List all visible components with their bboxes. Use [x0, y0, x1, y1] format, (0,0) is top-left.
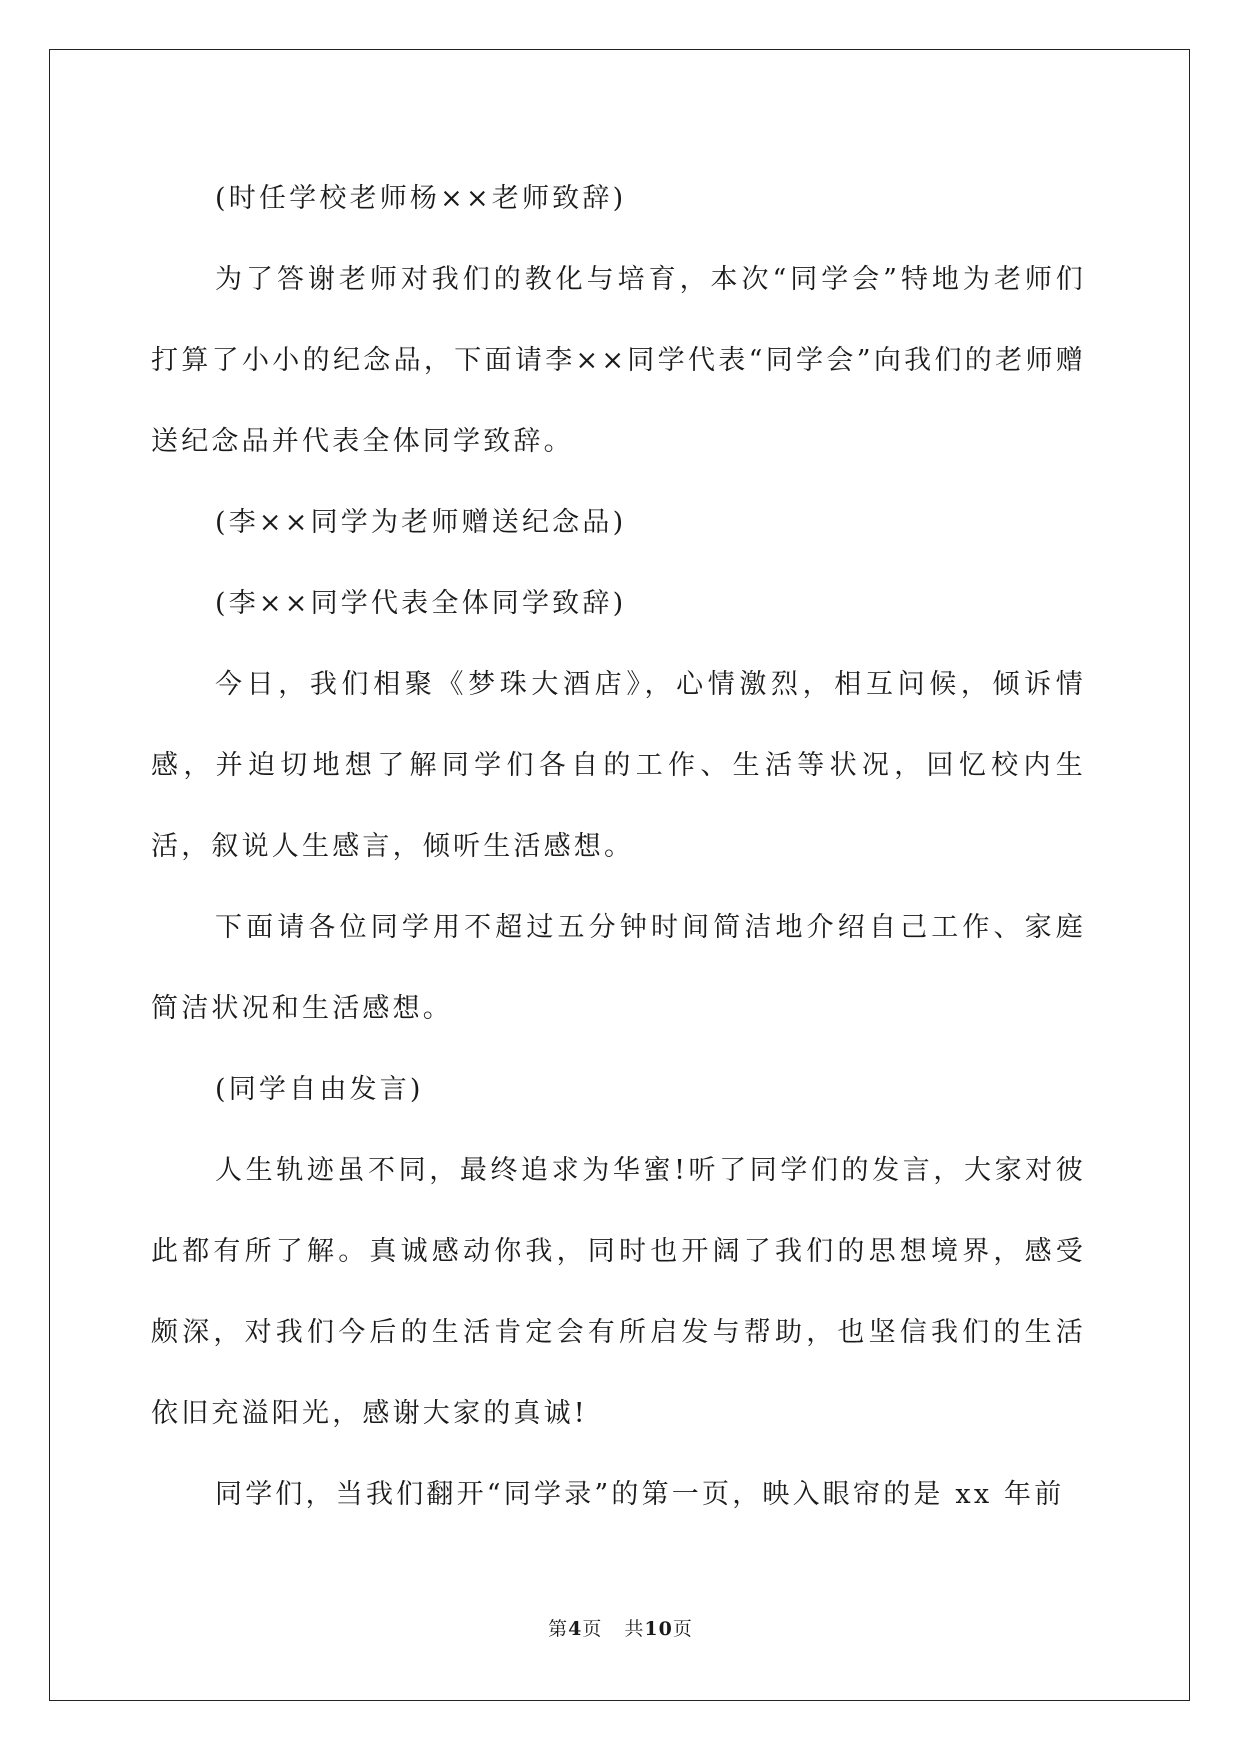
document-body — [151, 158, 1086, 1535]
paragraph: 为了答谢老师对我们的教化与培育，本次“同学会”特地为老师们打算了小小的纪念品，下面请李××同学代表“同学会”向我们的老师赠送纪念品并代表全体同学致辞。 — [151, 264, 1086, 457]
total-suffix: 页 — [672, 1618, 693, 1640]
total-prefix: 共 — [624, 1618, 645, 1640]
total-pages: 10 — [644, 1618, 673, 1640]
page-suffix: 页 — [582, 1618, 603, 1640]
paragraph: 下面请各位同学用不超过五分钟时间简洁地介绍自己工作、家庭简洁状况和生活感想。 — [151, 912, 1086, 1024]
paragraph: (时任学校老师杨××老师致辞) — [215, 183, 627, 214]
page-number: 4 — [568, 1618, 583, 1640]
paragraph: (同学自由发言) — [215, 1074, 424, 1105]
page-footer — [0, 1614, 1241, 1641]
paragraph: (李××同学为老师赠送纪念品) — [215, 507, 627, 538]
paragraph: 人生轨迹虽不同，最终追求为华蜜!听了同学们的发言，大家对彼此都有所了解。真诚感动你我，同时也开阔了我们的思想境界，感受颇深，对我们今后的生活肯定会有所启发与帮助，也坚信我们的生活依旧充溢阳光，感谢大家的真诚! — [151, 1155, 1086, 1429]
paragraph: (李××同学代表全体同学致辞) — [215, 588, 627, 619]
page-prefix: 第 — [548, 1618, 569, 1640]
paragraph: 同学们，当我们翻开“同学录”的第一页，映入眼帘的是 xx 年前 — [215, 1479, 1065, 1510]
paragraph: 今日，我们相聚《梦珠大酒店》，心情激烈，相互问候，倾诉情感，并迫切地想了解同学们各自的工作、生活等状况，回忆校内生活，叙说人生感言，倾听生活感想。 — [151, 669, 1086, 862]
